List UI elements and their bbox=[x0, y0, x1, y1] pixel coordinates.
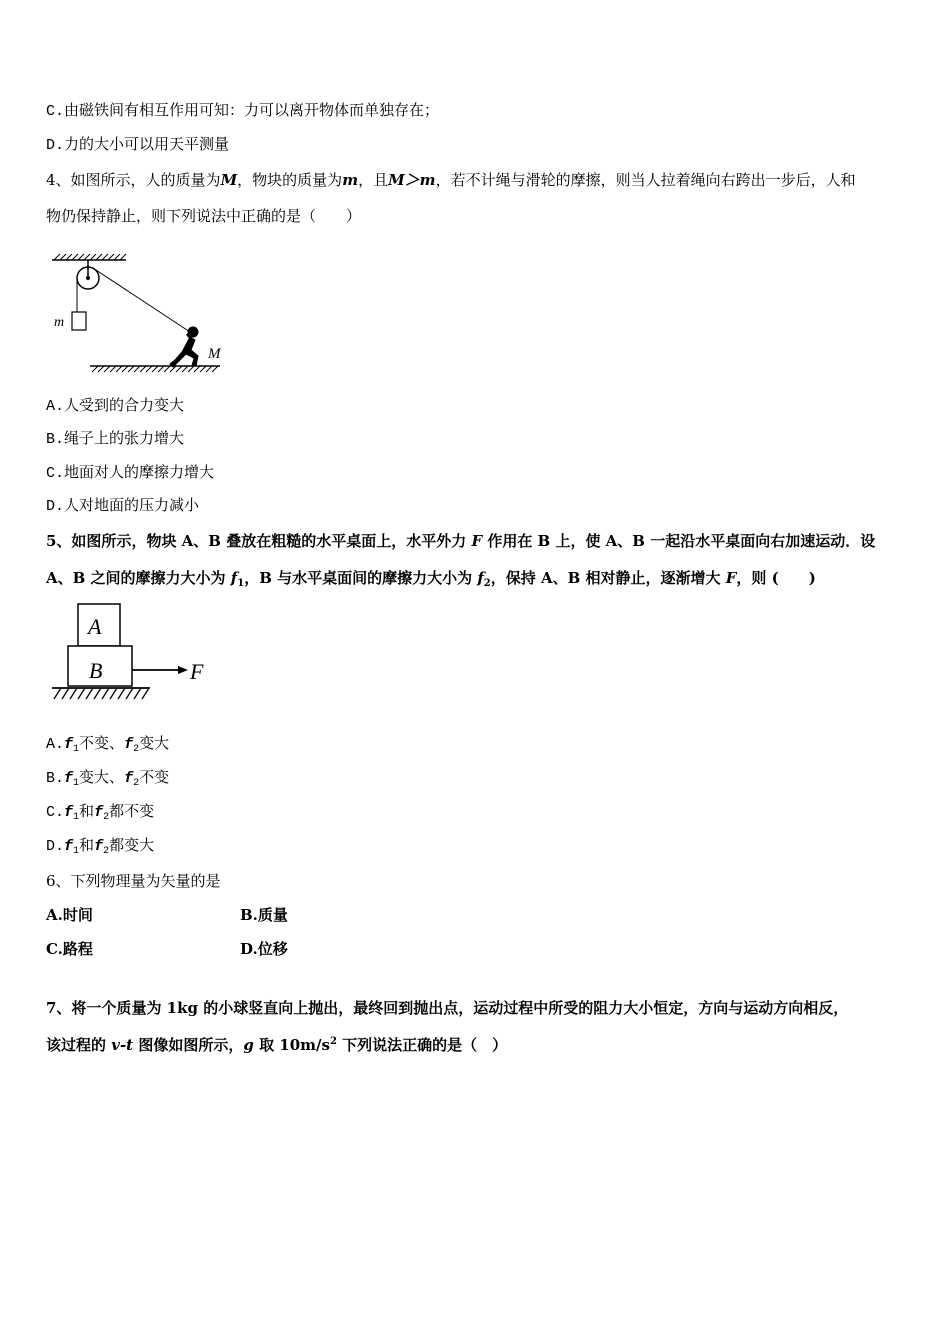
q4-option-a: A.人受到的合力变大 bbox=[46, 398, 185, 415]
q3-option-c: C.由磁铁间有相互作用可知：力可以离开物体而单独存在； bbox=[46, 103, 440, 120]
person-icon bbox=[170, 327, 198, 367]
q5-option-c: $C.f_1$和$f_2$都不变 bbox=[46, 804, 155, 823]
label-a: A bbox=[88, 614, 102, 639]
q6-option-c: C.路程 bbox=[46, 940, 93, 958]
q6-option-d: D.位移 bbox=[240, 940, 288, 958]
q5-stem-line2: A、B 之间的摩擦力大小为 $f_1$，B 与水平桌面间的摩擦力大小为 $f_2$，保持 A、B 相对静止，逐渐增大 F，则 ( ) bbox=[46, 569, 816, 589]
q6-option-b: B.质量 bbox=[240, 906, 288, 924]
q6-stem: 6、下列物理量为矢量的是 bbox=[46, 872, 221, 890]
q4-pulley-figure bbox=[46, 248, 236, 378]
q4-option-d: D.人对地面的压力减小 bbox=[46, 498, 200, 515]
q4-option-b: B.绳子上的张力增大 bbox=[46, 431, 185, 448]
block-m bbox=[72, 312, 86, 330]
label-b: B bbox=[89, 658, 103, 683]
q3-option-d: D.力的大小可以用天平测量 bbox=[46, 137, 230, 154]
label-f: F bbox=[190, 659, 204, 684]
label-M: M bbox=[208, 346, 221, 362]
q5-option-a: $A.f_1$不变、$f_2$变大 bbox=[46, 736, 170, 755]
q5-option-b: $B.f_1$变大、$f_2$不变 bbox=[46, 770, 170, 789]
q5-option-d: $D.f_1$和$f_2$都变大 bbox=[46, 838, 155, 857]
q7-stem-line1: 7、将一个质量为 1kg 的小球竖直向上抛出，最终回到抛出点，运动过程中所受的阻力大小恒定，方向与运动方向相反， bbox=[46, 999, 849, 1017]
q5-stem-line1: 5、如图所示，物块 A、B 叠放在粗糙的水平桌面上，水平外力 F 作用在 B 上，使 A、B 一起沿水平桌面向右加速运动．设 bbox=[46, 532, 876, 550]
q6-option-a: A.时间 bbox=[46, 906, 93, 924]
q7-stem-line2: 该过程的 v-t 图像如图所示，g 取 $10m/s^2$ 下列说法正确的是（ ） bbox=[46, 1036, 508, 1054]
q4-stem-line2: 物仍保持静止，则下列说法中正确的是（ ） bbox=[46, 207, 362, 225]
q4-stem-line1: 4、如图所示，人的质量为M，物块的质量为m，且M＞m，若不计绳与滑轮的摩擦，则当人拉着绳向右跨出一步后，人和 bbox=[46, 171, 856, 189]
q5-blocks-figure bbox=[46, 600, 226, 705]
q4-option-c: C.地面对人的摩擦力增大 bbox=[46, 465, 215, 482]
label-m: m bbox=[54, 315, 65, 330]
